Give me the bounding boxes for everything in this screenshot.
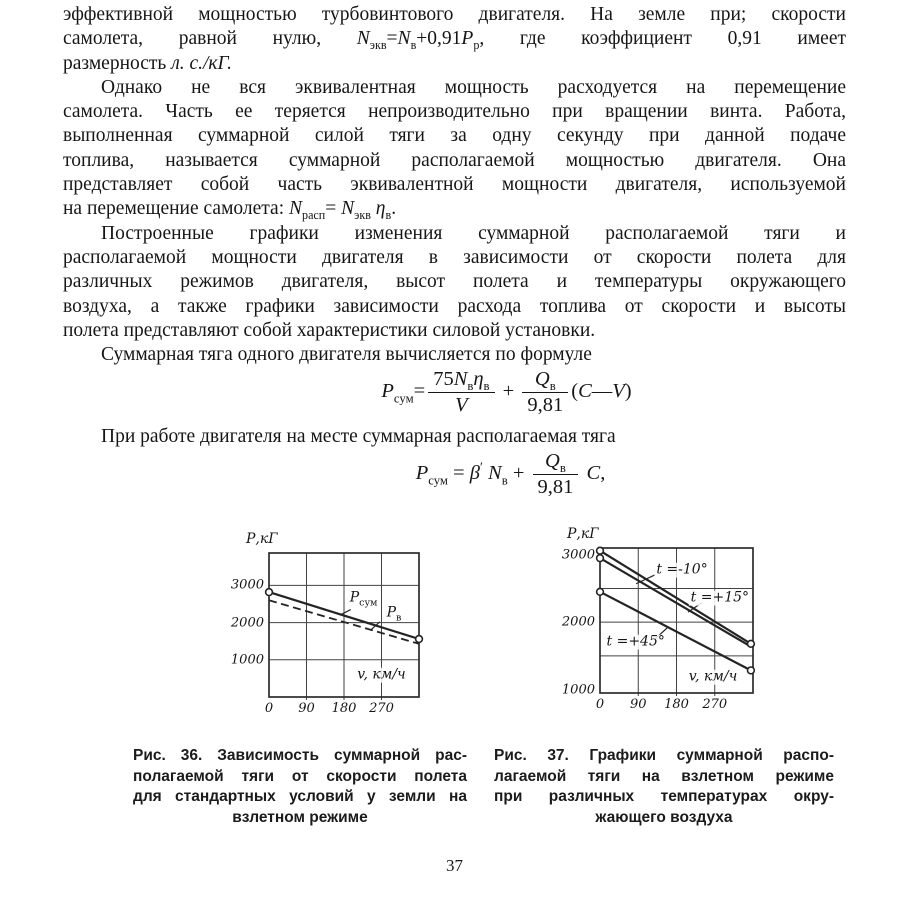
figure-37-caption <box>494 746 834 828</box>
x-tick-label: 0 <box>595 697 605 712</box>
caption-line: лагаемой тяги на взлетном режиме <box>494 767 834 785</box>
curve-label: $Р_в$ <box>386 604 402 624</box>
x-tick-label: 0 <box>264 701 274 716</box>
text-line: Построенные графики изменения суммарной располагаемой тяги и <box>101 222 846 244</box>
caption-line: жающего воздуха <box>595 808 733 826</box>
caption-line: при различных температурах окру- <box>494 788 834 806</box>
curve-label: v, км/ч <box>357 667 406 684</box>
x-tick-label: 90 <box>298 701 315 716</box>
data-point-marker <box>597 588 604 595</box>
figure-37-chart <box>540 513 795 740</box>
text-line: самолета, равной нулю, $N_{экв}=N_в+0,91P_р$, где коэффициент 0,91 имеет <box>63 28 846 53</box>
text-line: выполненная суммарной силой тяги за одну секунду при данной подаче <box>63 125 846 147</box>
curve-label: t =+45° <box>606 634 665 651</box>
text-line: топлива, называется суммарной располагаемой мощностью двигателя. Она <box>63 149 846 171</box>
text-line: размерность л. с./кГ. <box>63 52 233 74</box>
text-line: При работе двигателя на месте суммарная располагаемая тяга <box>101 426 616 447</box>
data-point-marker <box>748 640 755 647</box>
figure-36-chart <box>230 518 475 740</box>
text-line: эффективной мощностью турбовинтового двигателя. На земле при; скорости <box>63 4 846 25</box>
fig36-y-axis-title: Р,кГ <box>246 531 278 547</box>
y-tick-label: 2000 <box>230 615 264 631</box>
y-tick-label: 3000 <box>230 577 264 593</box>
curve-label: t =-10° <box>656 561 708 578</box>
fig37-y-axis-title: Р,кГ <box>567 526 599 542</box>
x-tick-label: 270 <box>702 697 728 712</box>
text-line: располагаемой мощности двигателя в зависимости от скорости полета для <box>63 246 846 268</box>
curve-label: $Р_{сум}$ <box>349 590 378 609</box>
x-tick-label: 90 <box>629 697 647 712</box>
text-line: Однако не вся эквивалентная мощность расходуется на перемещение <box>101 76 846 98</box>
caption-line: Рис. 36. Зависимость суммарной рас- <box>133 747 467 764</box>
x-tick-label: 180 <box>331 701 357 716</box>
label-leader-line <box>341 610 351 615</box>
caption-line: для стандартных условий у земли на <box>133 788 467 806</box>
data-point-marker <box>266 589 273 596</box>
caption-line: взлетном режиме <box>232 808 368 826</box>
data-point-marker <box>748 667 755 674</box>
text-line: самолета. Часть ее теряется непроизводительно при вращении винта. Работа, <box>63 101 846 123</box>
caption-line: Рис. 37. Графики суммарной распо- <box>494 747 834 764</box>
y-tick-label: 3000 <box>561 547 595 563</box>
text-line: воздуха, а также графики зависимости расхода топлива от скорости и высоты <box>63 295 846 317</box>
y-tick-label: 1000 <box>230 652 264 668</box>
page-number: 37 <box>446 856 463 875</box>
data-point-marker <box>597 547 604 554</box>
caption-line: полагаемой тяги от скорости полета <box>133 767 467 785</box>
text-line: различных режимов двигателя, высот полета и температуры окружающего <box>63 271 846 293</box>
y-tick-label: 2000 <box>561 614 595 630</box>
text-line: на перемещение самолета: $N_{расп}= N_{экв}$ $\eta_в$. <box>63 198 397 223</box>
text-line: полета представляют собой характеристики силовой установки. <box>63 319 596 341</box>
body-text-block-2 <box>63 425 846 449</box>
x-tick-label: 180 <box>664 697 689 712</box>
text-line: Суммарная тяга одного двигателя вычисляется по формуле <box>101 344 592 366</box>
figure-36-caption <box>133 746 467 828</box>
formula-total-thrust-flight: $P_{сум}=$ $\frac{75N_в\eta_в}{V}$ + $\frac{Q_в}{9,81}$ (C—V) <box>381 368 632 416</box>
curve-label: v, км/ч <box>688 668 738 685</box>
body-text-block-1 <box>63 3 846 367</box>
y-tick-label: 1000 <box>561 682 595 698</box>
data-point-marker <box>597 555 604 562</box>
text-line: представляет собой часть эквивалентной мощности двигателя, используемой <box>63 174 846 196</box>
formula-total-thrust-static: $P_{сум} = \beta'$ $N_в$ + $\frac{Q_в}{9,81}$ C, <box>415 450 606 498</box>
data-point-marker <box>416 636 423 643</box>
x-tick-label: 270 <box>369 701 394 716</box>
curve-label: t =+15° <box>690 589 750 606</box>
